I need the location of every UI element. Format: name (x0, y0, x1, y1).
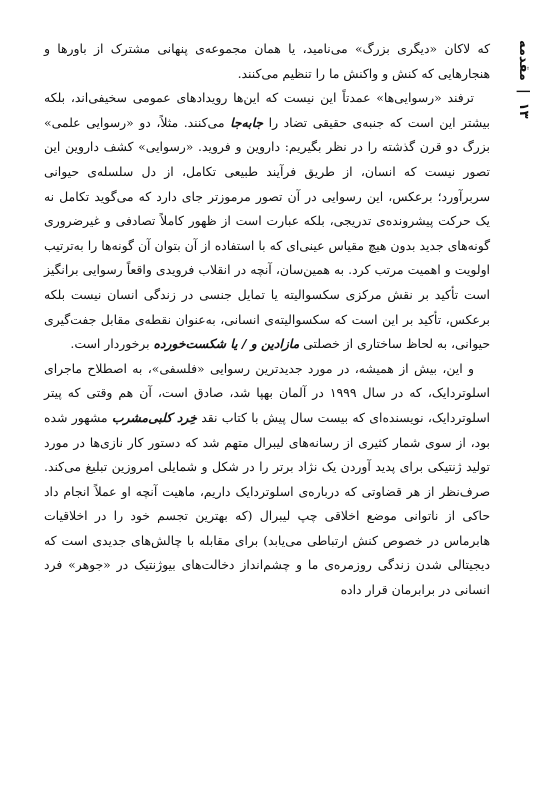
paragraph (44, 86, 490, 357)
emphasized-text: جابه‌جا (230, 114, 264, 130)
text-run: می‌کنند. مثلاً، دو «رسوایی علمی» بزرگ دو قرن گذشته را در نظر بگیریم: داروین و فروید. «رسوایی» کشف داروین این تصور نیست که انسان، از طریق فرآیند طبیعی تکامل، از دل سلسله‌ی حیوانی سربرآورد؛ برعکس، این رسوایی در آن تصور مرموزتر جای دارد که می‌گوید تکامل نه یک حرکت پیشرونده‌ی تدریجی، بلکه عبارت است از ظهور کاملاً تصادفی و غیرضروری گونه‌های جدید بدون هیچ مقیاس عینی‌ای که با استفاده از آن بتوان آن گونه‌ها را به‌ترتیب اولویت و اهمیت مرتب کرد. به همین‌سان، آنچه در انقلاب فرویدی واقعاً رسوایی برانگیز است تأکید بر نقش مرکزی سکسوالیته یا تمایل جنسی در زندگی انسان نیست بلکه برعکس، تأکید بر این است که سکسوالیته‌ی انسانی، به‌عنوان نقطه‌ی مقابل جفت‌گیری حیوانی، به لحاظ ساختاری از خصلتی (44, 114, 490, 352)
section-title: مقدمه (516, 40, 531, 81)
text-run: ترفند «رسوایی‌ها» عمدتاً این نیست که این‌ها رویدادهای عمومی سخیفی‌اند، بلکه بیشتر این است که جنبه‌ی حقیقی تضاد را (44, 90, 490, 130)
text-run: برخوردار است. (70, 336, 154, 352)
body-text (44, 37, 490, 603)
emphasized-text: خِرد کلبی‌مشرب (111, 409, 197, 425)
running-head (516, 40, 531, 119)
text-run: که لاکان «دیگری بزرگ» می‌نامید، یا همان مجموعه‌ی پنهانی مشترک از باورها و هنجارهایی که کنش و واکنش ما را تنظیم می‌کنند. (44, 41, 490, 81)
paragraph (44, 357, 490, 603)
header-separator: | (516, 89, 531, 95)
page-number: ۱۳ (516, 102, 531, 119)
text-run: مشهور شده بود، از سوی شمار کثیری از رسانه‌های لیبرال متهم شد که دستور کار نازی‌ها در مورد تولید ژنتیکی برای پدید آوردن یک نژاد برتر را در شکل و شمایلی امروزین تبلیغ می‌کند. صرف‌نظر از هر قضاوتی که درباره‌ی اسلوتردایک داریم، ماهیت آنچه او عملاً انجام داد حاکی از ناتوانی موضع اخلاقی چپ لیبرال (که بهترین تجسم خود را در اخلاقیات هابرماس در خصوص کنش ارتباطی می‌یابد) برای مقابله با چالش‌های جدیدی است که دیجیتالی شدن زندگی روزمره‌ی ما و چشم‌انداز دخالت‌های بیوژنتیک در «جوهر» فرد انسانی در برابرمان قرار داده (44, 409, 490, 598)
paragraph (44, 37, 490, 86)
emphasized-text: مازادین و / یا شکست‌خورده (153, 336, 300, 352)
text-run: و این، بیش از همیشه، در مورد جدیدترین رسوایی «فلسفی»، به اصطلاح ماجرای اسلوتردایک، که در سال ۱۹۹۹ در آلمان بهپا شد، صادق است، آن هم وقتی که پیتر اسلوتردایک، نویسنده‌ای که بیست سال پیش با کتاب نقد (44, 360, 490, 425)
